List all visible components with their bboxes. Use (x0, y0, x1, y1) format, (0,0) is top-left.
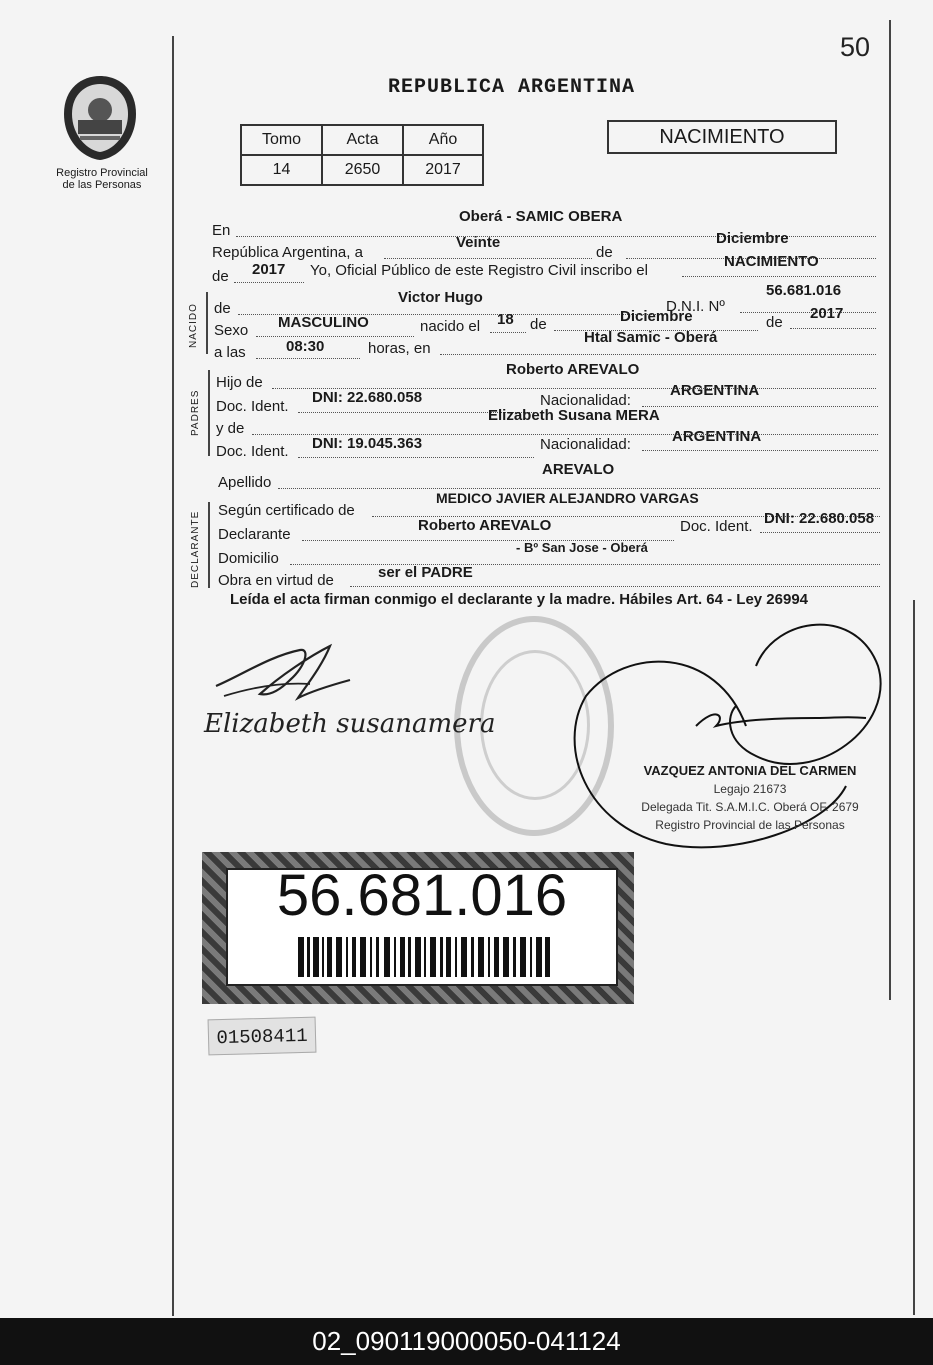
father-nationality: ARGENTINA (670, 382, 760, 399)
official-org: Registro Provincial de las Personas (655, 818, 845, 832)
en-label: En (212, 222, 231, 239)
dotted-line (682, 276, 876, 277)
de-label: de (596, 244, 613, 261)
doc-ident-label: Doc. Ident. (216, 443, 289, 460)
dotted-line (490, 332, 526, 333)
act-table (240, 124, 484, 186)
child-sexo: MASCULINO (278, 314, 369, 331)
act-table-value-row (241, 155, 483, 185)
obra-value: ser el PADRE (378, 564, 473, 581)
mother-signature-icon (200, 696, 500, 746)
dotted-line (642, 406, 878, 407)
serial-number-sticker: 01508411 (208, 1017, 317, 1056)
de-label: de (530, 316, 547, 333)
official-legajo: Legajo 21673 (713, 782, 787, 796)
section-bracket (206, 292, 208, 354)
provincial-seal-icon (60, 74, 140, 162)
hijo-de-label: Hijo de (216, 374, 263, 391)
act-table-header: Año (403, 125, 483, 155)
act-table-cell: 2650 (322, 155, 403, 185)
declarante-label: Declarante (218, 526, 291, 543)
registry-label (40, 167, 164, 191)
child-dni: 56.681.016 (766, 282, 842, 299)
intro-year: 2017 (252, 261, 286, 278)
act-table-header: Tomo (241, 125, 322, 155)
de-label: de (214, 300, 231, 317)
doc-ident-label: Doc. Ident. (680, 518, 753, 535)
republica-label: República Argentina, a (212, 244, 363, 261)
registry-label-line2: de las Personas (62, 179, 142, 191)
intro-day: Veinte (456, 234, 501, 251)
section-bracket (208, 370, 210, 456)
nacido-el-label: nacido el (420, 318, 481, 335)
nacionalidad-label: Nacionalidad: (540, 392, 631, 409)
dotted-line (256, 336, 414, 337)
right-margin-line (889, 20, 891, 1000)
dotted-line (440, 354, 876, 355)
dotted-line (384, 258, 592, 259)
de-label: de (766, 314, 783, 331)
father-doc: DNI: 22.680.058 (312, 389, 423, 406)
de-label: de (212, 268, 229, 285)
mother-name: Elizabeth Susana MERA (488, 407, 660, 424)
nacionalidad-label: Nacionalidad: (540, 436, 631, 453)
declarant-doc: DNI: 22.680.058 (764, 510, 875, 527)
registry-label-line1: Registro Provincial (56, 167, 148, 179)
act-table-header: Acta (322, 125, 403, 155)
page-title: REPUBLICA ARGENTINA (388, 76, 636, 99)
act-table-cell: 2017 (403, 155, 483, 185)
horas-label: horas, en (368, 340, 431, 357)
birth-month: Diciembre (620, 308, 693, 325)
obra-label: Obra en virtud de (218, 572, 334, 589)
barcode-icon (298, 937, 550, 977)
declarant-name: Roberto AREVALO (418, 517, 552, 534)
dotted-line (740, 312, 876, 313)
birth-place: Htal Samic - Oberá (584, 329, 718, 346)
dotted-line (298, 457, 534, 458)
dotted-line (760, 532, 880, 533)
dotted-line (256, 358, 360, 359)
a-las-label: a las (214, 344, 246, 361)
sexo-label: Sexo (214, 322, 249, 339)
birth-year: 2017 (810, 305, 844, 322)
dotted-line (234, 282, 304, 283)
intro-place: Oberá - SAMIC OBERA (459, 208, 623, 225)
section-bracket (208, 502, 210, 588)
id-label-number: 56.681.016 (276, 863, 568, 928)
scan-footer-id: 02_090119000050-041124 (0, 1318, 933, 1365)
right-edge-line (913, 600, 915, 1315)
domicilio-label: Domicilio (218, 550, 279, 567)
apellido-label: Apellido (218, 474, 272, 491)
official-block (600, 762, 900, 834)
child-name: Victor Hugo (398, 289, 483, 306)
padres-section-label: PADRES (190, 389, 201, 436)
closing-text: Leída el acta firman conmigo el declarante y la madre. Hábiles Art. 64 - Ley 26994 (230, 591, 809, 608)
page-number: 50 (840, 32, 871, 62)
dotted-line (642, 450, 878, 451)
dotted-line (350, 586, 880, 587)
left-margin-line (172, 36, 174, 1316)
y-de-label: y de (216, 420, 245, 437)
dni-label: D.N.I. Nº (666, 298, 725, 315)
intro-month: Diciembre (716, 230, 789, 247)
dotted-line (278, 488, 880, 489)
mother-nationality: ARGENTINA (672, 428, 762, 445)
domicilio-value: - Bº San Jose - Oberá (516, 540, 648, 555)
official-cargo: Delegada Tit. S.A.M.I.C. Oberá OF. 2679 (641, 800, 859, 814)
declarante-section-label: DECLARANTE (190, 510, 201, 588)
doc-ident-label: Doc. Ident. (216, 398, 289, 415)
act-table-header-row (241, 125, 483, 155)
cert-label: Según certificado de (218, 502, 355, 519)
father-name: Roberto AREVALO (506, 361, 640, 378)
mother-doc: DNI: 19.045.363 (312, 435, 423, 452)
nacido-section-label: NACIDO (188, 303, 199, 348)
official-name: VAZQUEZ ANTONIA DEL CARMEN (643, 763, 857, 778)
mother-signature-text: Elizabeth susanamera (204, 709, 496, 739)
intro-act-type: NACIMIENTO (724, 253, 819, 270)
birth-time: 08:30 (286, 338, 325, 355)
birth-day: 18 (497, 311, 514, 328)
officer-text: Yo, Oficial Público de este Registro Civil inscribo el (310, 262, 648, 279)
act-table-cell: 14 (241, 155, 322, 185)
certificate-issuer: MEDICO JAVIER ALEJANDRO VARGAS (436, 490, 699, 506)
apellido-value: AREVALO (542, 461, 615, 478)
act-type-box: NACIMIENTO (607, 120, 837, 154)
dotted-line (790, 328, 876, 329)
